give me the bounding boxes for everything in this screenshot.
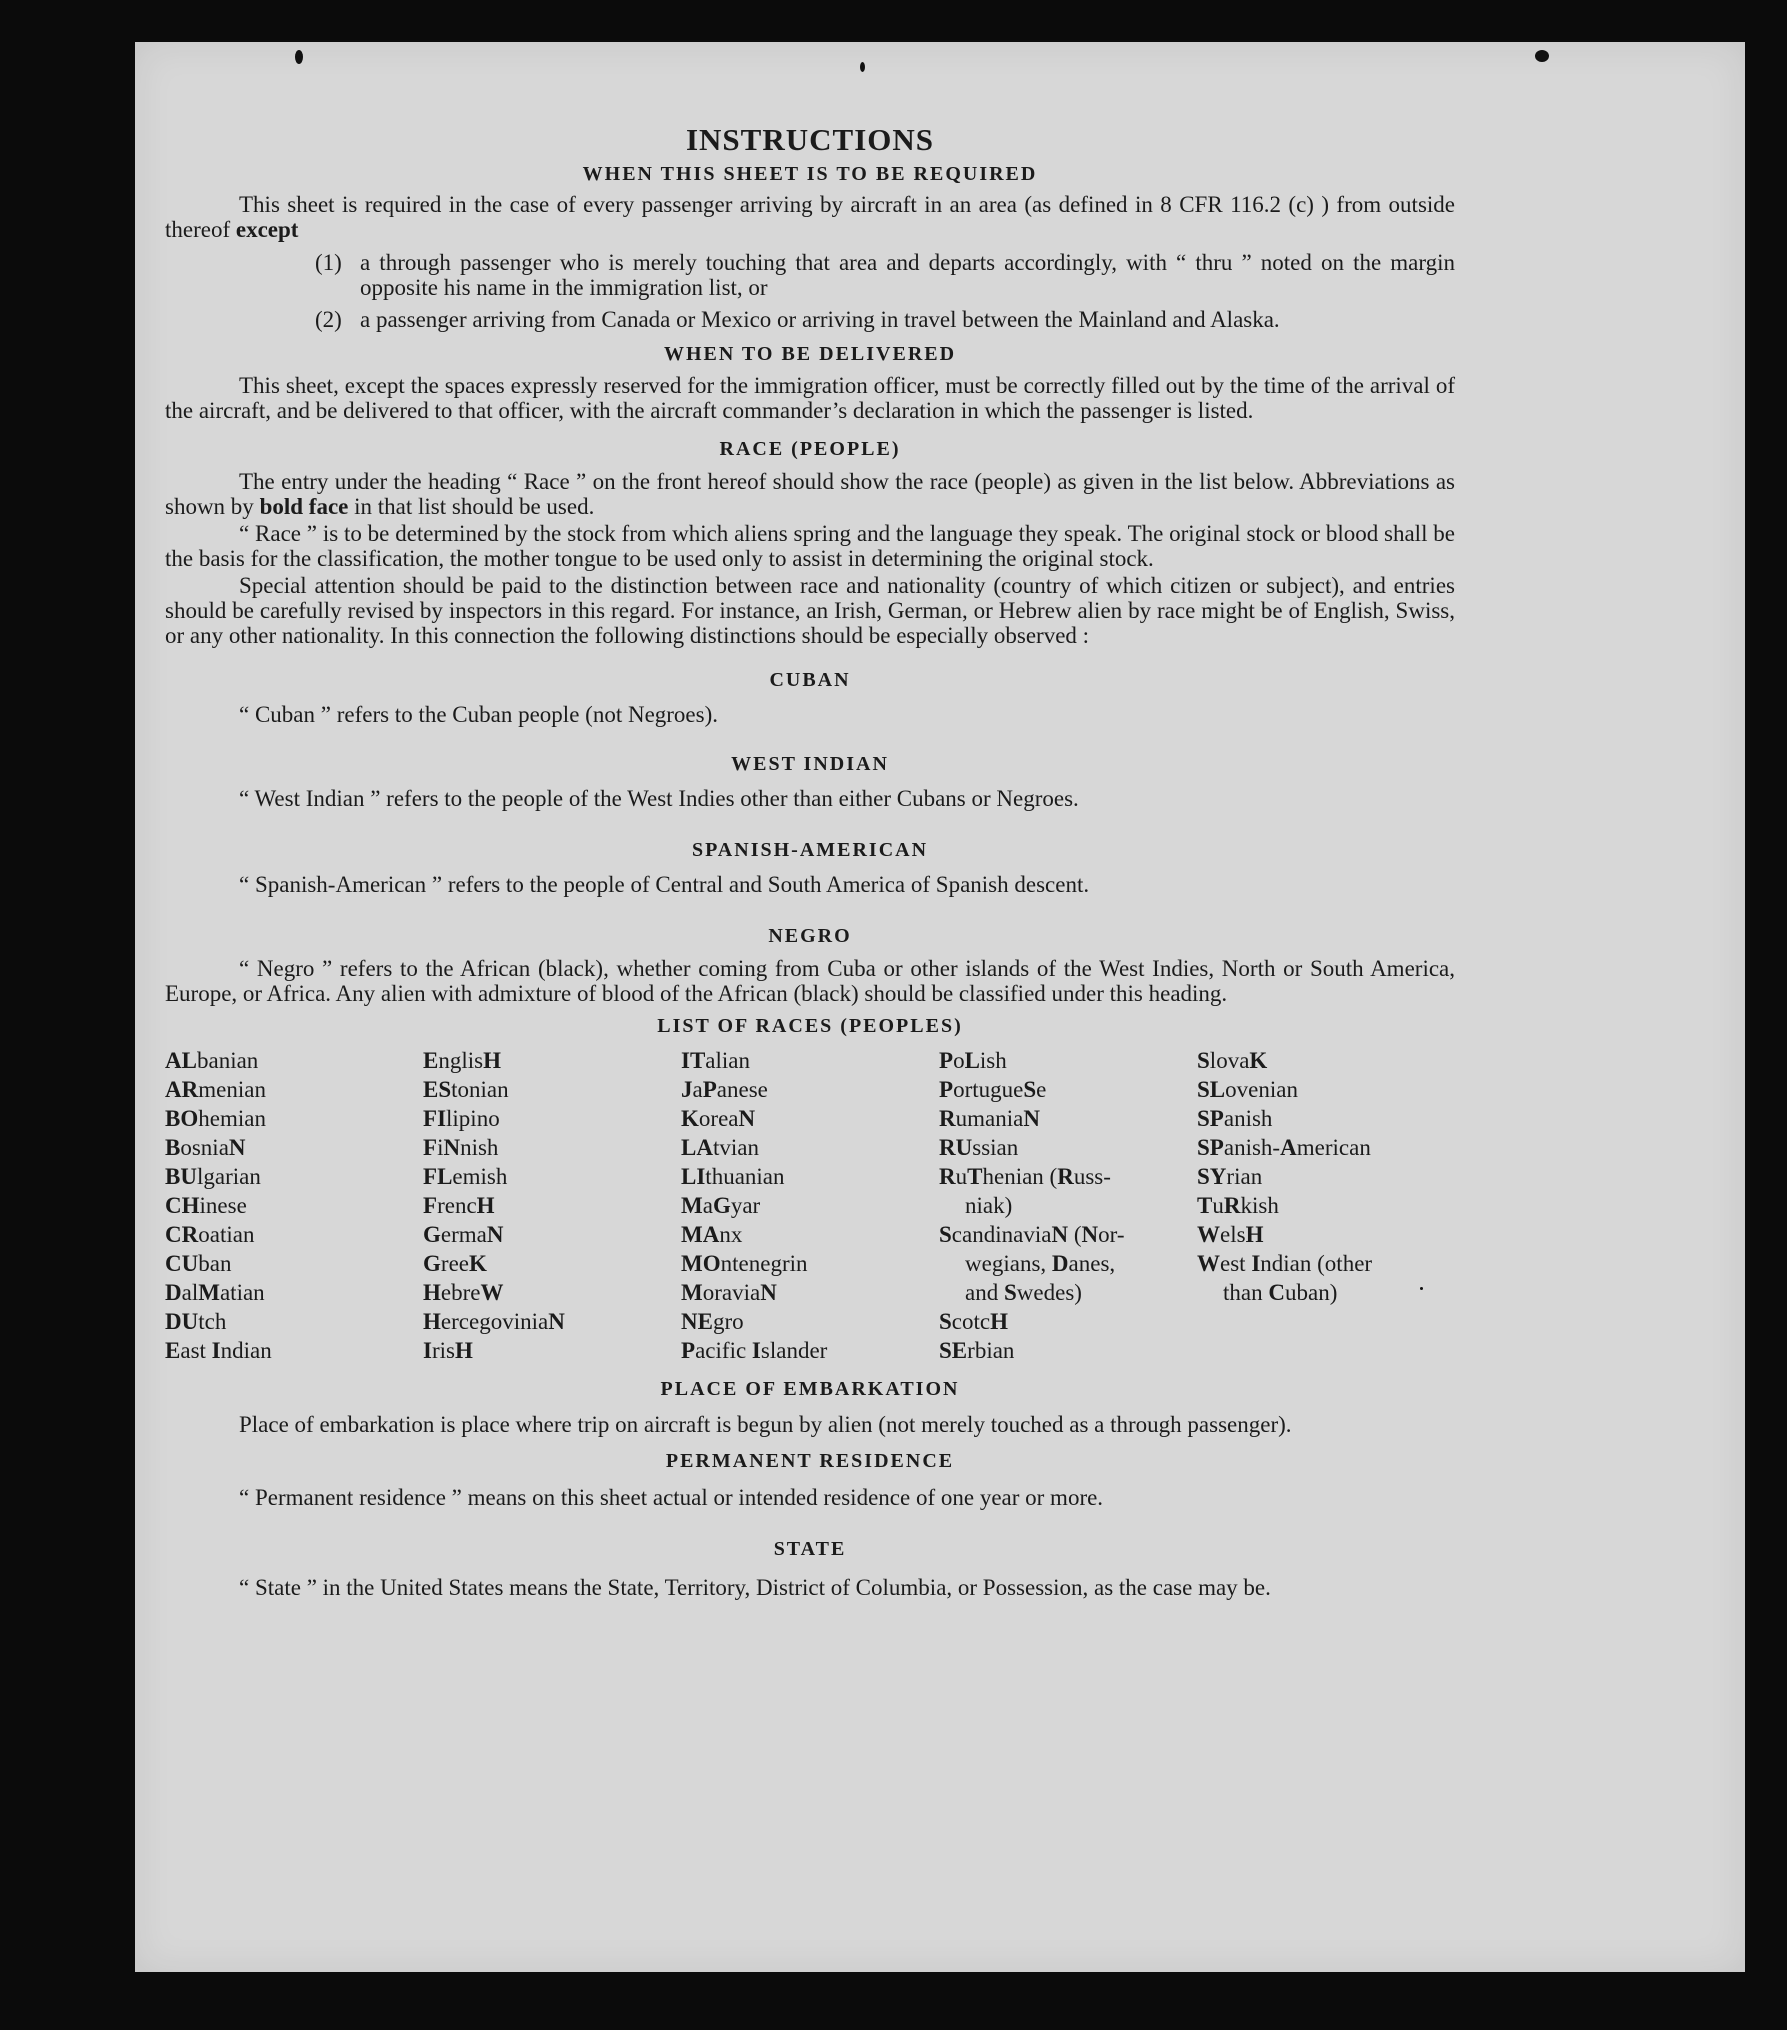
race-item: Pacific Islander [681,1338,828,1363]
section-text: This sheet is required in the case of every passenger arriving by aircraft in an area (as defined in 8 CFR 116.2 (c) ) from outside thereof except [165,192,1455,242]
section-heading: STATE [773,1538,847,1560]
race-item: NEgro [681,1309,744,1334]
race-item: East Indian [165,1338,272,1363]
section-text: “ Cuban ” refers to the Cuban people (not Negroes). [239,702,719,727]
section-heading: RACE (PEOPLE) [719,438,901,460]
section-negro [165,922,1455,1006]
section-heading: SPANISH-AMERICAN [691,839,929,861]
section-spanish-american [165,836,1455,900]
race-item: SLovenian [1197,1077,1298,1102]
section-heading: CUBAN [769,669,851,691]
races-column [681,1046,939,1365]
section-delivered [165,340,1455,423]
race-item: SPanish-American [1197,1135,1371,1160]
section-text: “ Permanent residence ” means on this sheet actual or intended residence of one year or more. [239,1485,1104,1510]
race-item: RUssian [939,1135,1019,1160]
races-list [165,1012,1455,1365]
section-embarkation [165,1375,1455,1441]
section-heading: WHEN TO BE DELIVERED [663,343,957,365]
section-cuban [165,666,1455,730]
race-item: ARmenian [165,1077,266,1102]
race-item: WelsH [1197,1222,1264,1247]
section-text: “ Negro ” refers to the African (black), whether coming from Cuba or other islands of the West Indies, North or South America, Europe, or Africa. Any alien with admixture of blood of the African (black) should be classified under this heading. [165,956,1455,1006]
race-item: West Indian (other than Cuban) [1197,1251,1373,1305]
race-item: GreeK [423,1251,487,1276]
section-text: “ State ” in the United States means the State, Territory, District of Columbia, or Possession, as the case may be. [239,1575,1271,1600]
race-item: JaPanese [681,1077,768,1102]
race-item: ScandinaviaN (Nor- wegians, Danes, and Swedes) [939,1222,1125,1305]
races-column [165,1046,423,1365]
race-item: DalMatian [165,1280,265,1305]
race-item: PortugueSe [939,1077,1047,1102]
section-text: The entry under the heading “ Race ” on the front hereof should show the race (people) as given in the list below. Abbreviations as shown by bold face in that list should be used. [165,469,1455,519]
section-heading: NEGRO [768,925,852,947]
race-item: RumaniaN [939,1106,1040,1131]
races-column [1197,1046,1455,1365]
race-item: KoreaN [681,1106,756,1131]
page-title: INSTRUCTIONS [685,122,934,157]
races-columns [165,1046,1455,1365]
section-residence [165,1447,1455,1513]
races-heading: LIST OF RACES (PEOPLES) [657,1015,963,1037]
race-item: BUlgarian [165,1164,261,1189]
section-required [165,160,1455,332]
race-item: SYrian [1197,1164,1263,1189]
section-text: “ Spanish-American ” refers to the people of Central and South America of Spanish descent. [239,872,1090,897]
section-heading: WEST INDIAN [731,753,889,775]
race-item: TuRkish [1197,1193,1279,1218]
race-item: MAnx [681,1222,743,1247]
race-item: MOntenegrin [681,1251,808,1276]
race-item: HebreW [423,1280,504,1305]
race-item: ScotcH [939,1309,1009,1334]
race-item: ITalian [681,1048,751,1073]
race-item: LIthuanian [681,1164,785,1189]
race-item: SErbian [939,1338,1015,1363]
section-text: “ Race ” is to be determined by the stock from which aliens spring and the language they speak. The original stock or blood shall be the basis for the classification, the mother tongue to be used only to assist in determining the original stock. [165,521,1455,571]
race-item: FIlipino [423,1106,500,1131]
race-item: SPanish [1197,1106,1273,1131]
section-heading: WHEN THIS SHEET IS TO BE REQUIRED [582,163,1038,185]
race-item: MaGyar [681,1193,761,1218]
race-item: EStonian [423,1077,509,1102]
section-text: This sheet, except the spaces expressly reserved for the immigration officer, must be correctly filled out by the time of the arrival of the aircraft, and be delivered to that officer, with the aircraft commander’s declaration in which the passenger is listed. [165,373,1455,423]
section-state [165,1535,1455,1604]
race-item: FiNnish [423,1135,499,1160]
race-item: CUban [165,1251,232,1276]
instructions-content [165,122,1455,1604]
section-text: “ West Indian ” refers to the people of the West Indies other than either Cubans or Negroes. [239,786,1079,811]
race-item: FrencH [423,1193,495,1218]
section-text: Special attention should be paid to the distinction between race and nationality (country of which citizen or subject), and entries should be carefully revised by inspectors in this regard. For instance, an Irish, German, or Hebrew alien by race might be of English, Swiss, or any other nationality. In this connection the following distinctions should be especially observed : [165,573,1455,648]
race-item: MoraviaN [681,1280,777,1305]
race-item: EnglisH [423,1048,501,1073]
list-item: (1) a through passenger who is merely touching that area and departs accordingly, with “ thru ” noted on the margin opposite his name in the immigration list, or [315,250,1455,300]
section-west-indian [165,750,1455,814]
race-item: DUtch [165,1309,227,1334]
race-item: CHinese [165,1193,247,1218]
races-column [939,1046,1197,1365]
race-item: SlovaK [1197,1048,1268,1073]
section-race [165,435,1455,648]
race-item: BosniaN [165,1135,246,1160]
race-item: CRoatian [165,1222,255,1247]
race-item: HercegoviniaN [423,1309,565,1334]
race-item: GermaN [423,1222,504,1247]
race-item: ALbanian [165,1048,259,1073]
race-item: BOhemian [165,1106,266,1131]
race-item: IrisH [423,1338,473,1363]
races-column [423,1046,681,1365]
section-heading: PLACE OF EMBARKATION [660,1378,960,1400]
race-item: FLemish [423,1164,508,1189]
section-heading: PERMANENT RESIDENCE [665,1450,955,1472]
list-item: (2) a passenger arriving from Canada or Mexico or arriving in travel between the Mainland and Alaska. [315,307,1280,332]
race-item: LAtvian [681,1135,759,1160]
race-item: RuThenian (Russ- niak) [939,1164,1111,1218]
section-text: Place of embarkation is place where trip on aircraft is begun by alien (not merely touched as a through passenger). [239,1412,1292,1437]
race-item: PoLish [939,1048,1007,1073]
